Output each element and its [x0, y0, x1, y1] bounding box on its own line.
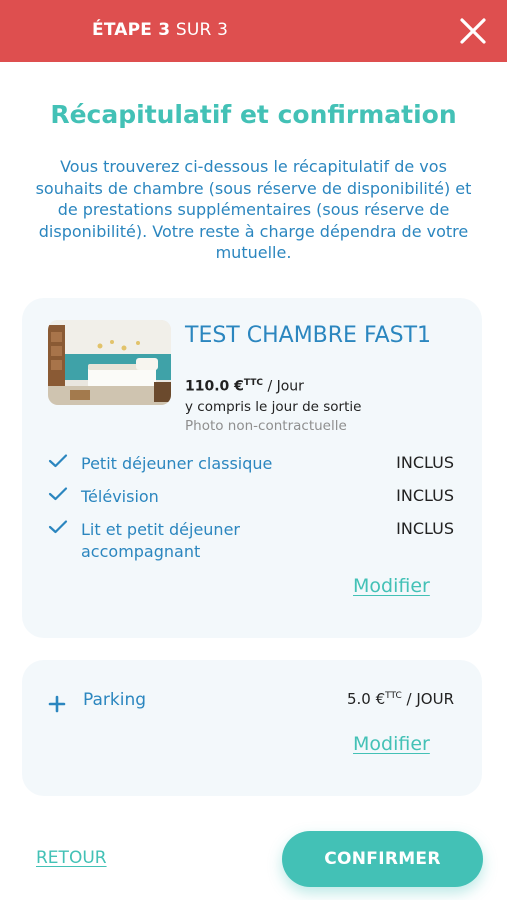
photo-disclaimer: Photo non-contractuelle — [185, 418, 347, 434]
service-status: INCLUS — [396, 519, 454, 538]
room-price-amount: 110.0 € — [185, 378, 244, 395]
page-title: Récapitulatif et confirmation — [50, 100, 457, 129]
header-bar — [0, 0, 507, 62]
modify-room-link[interactable]: Modifier — [353, 575, 430, 597]
plus-icon — [48, 695, 66, 713]
intro-text: Vous trouverez ci-dessous le récapitulatif de vos souhaits de chambre (sous réserve de disponibilité) et de prestations supplémentaires (sous réserve de disponibilité). Votre reste à charge dépendra de votre mutuelle. — [35, 157, 472, 262]
parking-price-tax: TTC — [385, 691, 402, 701]
room-photo — [48, 320, 171, 405]
check-icon — [48, 453, 68, 469]
check-icon — [48, 486, 68, 502]
service-status: INCLUS — [396, 486, 454, 505]
room-name: TEST CHAMBRE FAST1 — [185, 323, 432, 348]
service-status: INCLUS — [396, 453, 454, 472]
parking-price — [347, 690, 454, 708]
parking-price-unit: / JOUR — [401, 690, 454, 708]
step-total: SUR 3 — [170, 20, 229, 40]
service-label: Télévision — [81, 487, 159, 506]
room-price-unit: / Jour — [263, 378, 304, 395]
room-price-tax: TTC — [243, 378, 263, 388]
check-icon — [48, 519, 68, 535]
confirm-button[interactable]: CONFIRMER — [282, 831, 483, 887]
parking-price-amount: 5.0 € — [347, 690, 386, 708]
back-link[interactable]: RETOUR — [36, 848, 107, 868]
parking-label: Parking — [83, 690, 147, 710]
service-label: Lit et petit déjeuner accompagnant — [81, 520, 240, 561]
modify-extras-link[interactable]: Modifier — [353, 733, 430, 755]
extra-services-card — [22, 660, 482, 796]
step-number: ÉTAPE 3 — [92, 20, 171, 40]
stay-note: y compris le jour de sortie — [185, 399, 362, 415]
close-icon[interactable] — [454, 12, 492, 50]
step-indicator — [92, 20, 228, 40]
service-label: Petit déjeuner classique — [81, 454, 273, 473]
room-price — [185, 378, 304, 395]
